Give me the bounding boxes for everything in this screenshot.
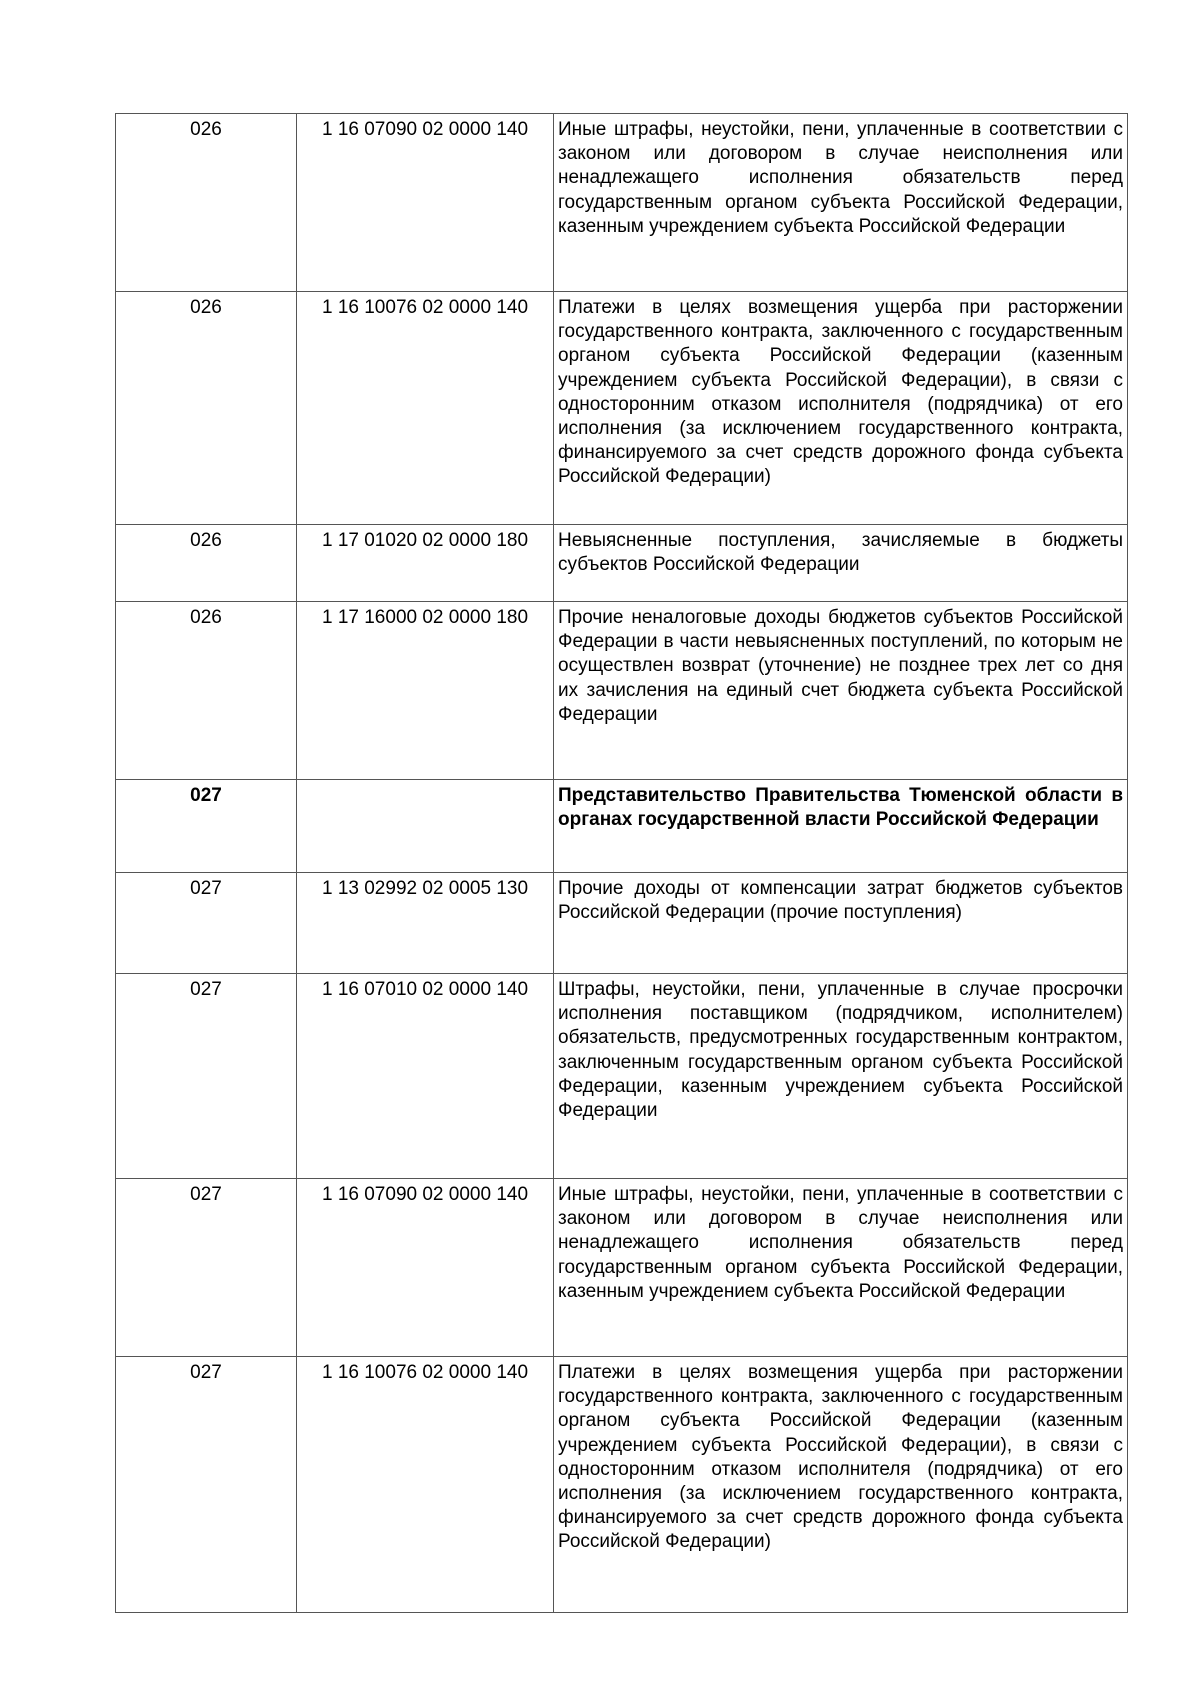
budget-code-cell: 1 17 16000 02 0000 180 — [297, 602, 554, 780]
section-header-row — [116, 780, 1128, 873]
admin-code-cell: 026 — [116, 114, 297, 292]
table-row — [116, 1179, 1128, 1357]
description-cell: Платежи в целях возмещения ущерба при расторжении государственного контракта, заключенного с государственным органом субъекта Российской Федерации (казенным учреждением субъекта Российской Федерации), в связи с односторонним отказом исполнителя (подрядчика) от его исполнения (за исключением государственного контракта, финансируемого за счет средств дорожного фонда субъекта Российской Федерации) — [554, 1357, 1128, 1613]
admin-code-cell: 026 — [116, 602, 297, 780]
description-cell: Иные штрафы, неустойки, пени, уплаченные в соответствии с законом или договором в случае неисполнения или ненадлежащего исполнения обязательств перед государственным органом субъекта Российской Федерации, казенным учреждением субъекта Российской Федерации — [554, 114, 1128, 292]
table-row — [116, 292, 1128, 525]
table-row — [116, 1357, 1128, 1613]
description-cell: Штрафы, неустойки, пени, уплаченные в случае просрочки исполнения поставщиком (подрядчиком, исполнителем) обязательств, предусмотренных государственным контрактом, заключенным государственным органом субъекта Российской Федерации, казенным учреждением субъекта Российской Федерации — [554, 974, 1128, 1179]
admin-code-cell: 027 — [116, 780, 297, 873]
budget-code-cell: 1 16 07010 02 0000 140 — [297, 974, 554, 1179]
budget-code-cell: 1 16 07090 02 0000 140 — [297, 1179, 554, 1357]
budget-code-cell: 1 16 07090 02 0000 140 — [297, 114, 554, 292]
budget-code-cell: 1 17 01020 02 0000 180 — [297, 525, 554, 602]
admin-code-cell: 027 — [116, 1357, 297, 1613]
description-cell: Прочие неналоговые доходы бюджетов субъектов Российской Федерации в части невыясненных поступлений, по которым не осуществлен возврат (уточнение) не позднее трех лет со дня их зачисления на единый счет бюджета субъекта Российской Федерации — [554, 602, 1128, 780]
administrator-name-cell: Представительство Правительства Тюменской области в органах государственной власти Российской Федерации — [554, 780, 1128, 873]
budget-code-cell: 1 13 02992 02 0005 130 — [297, 873, 554, 974]
admin-code-cell: 026 — [116, 292, 297, 525]
budget-code-cell: 1 16 10076 02 0000 140 — [297, 1357, 554, 1613]
table-body — [116, 114, 1128, 1613]
budget-code-cell: 1 16 10076 02 0000 140 — [297, 292, 554, 525]
admin-code-cell: 027 — [116, 873, 297, 974]
budget-code-cell — [297, 780, 554, 873]
description-cell: Платежи в целях возмещения ущерба при расторжении государственного контракта, заключенного с государственным органом субъекта Российской Федерации (казенным учреждением субъекта Российской Федерации), в связи с односторонним отказом исполнителя (подрядчика) от его исполнения (за исключением государственного контракта, финансируемого за счет средств дорожного фонда субъекта Российской Федерации) — [554, 292, 1128, 525]
description-cell: Невыясненные поступления, зачисляемые в бюджеты субъектов Российской Федерации — [554, 525, 1128, 602]
description-cell: Иные штрафы, неустойки, пени, уплаченные в соответствии с законом или договором в случае неисполнения или ненадлежащего исполнения обязательств перед государственным органом субъекта Российской Федерации, казенным учреждением субъекта Российской Федерации — [554, 1179, 1128, 1357]
description-cell: Прочие доходы от компенсации затрат бюджетов субъектов Российской Федерации (прочие поступления) — [554, 873, 1128, 974]
table-row — [116, 873, 1128, 974]
revenue-codes-table — [115, 113, 1128, 1613]
admin-code-cell: 027 — [116, 974, 297, 1179]
document-page — [115, 113, 1128, 1613]
table-row — [116, 114, 1128, 292]
table-row — [116, 974, 1128, 1179]
admin-code-cell: 026 — [116, 525, 297, 602]
table-row — [116, 525, 1128, 602]
table-row — [116, 602, 1128, 780]
admin-code-cell: 027 — [116, 1179, 297, 1357]
